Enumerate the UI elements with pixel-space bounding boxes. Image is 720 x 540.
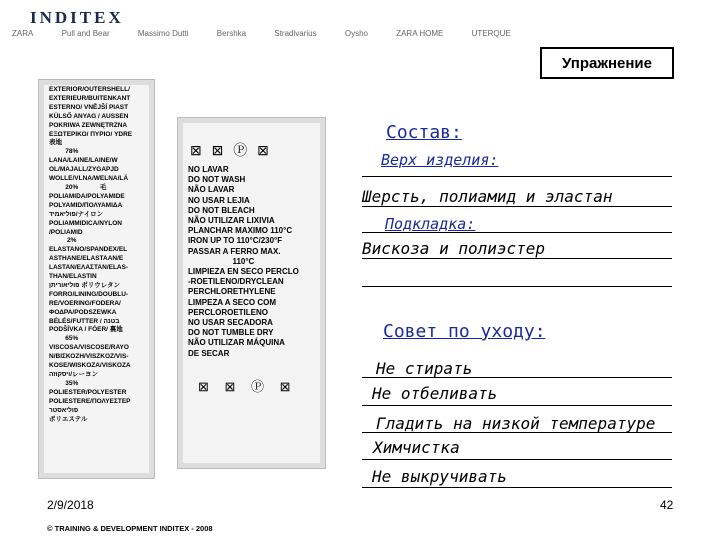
- answer-line: [362, 405, 672, 406]
- page-number: 42: [660, 498, 674, 512]
- answer-line: [362, 206, 672, 207]
- care-label-text: NO LAVAR DO NOT WASH NÃO LAVAR NO USAR LEJIA DO NOT BLEACH NÃO UTILIZAR LIXIVIA PLANCHAR MAXIMO 110°C IRON UP TO 110°C/230°F PASSAR A FERRO MAX. 110°C LIMPIEZA EN SECO PERCLO -ROETILENO/DRYCLEAN PERCHLORETHYLENE LIMPEZA A SECO COM PERCLOROETILENO NO USAR SECADORA DO NOT TUMBLE DRY NÃO UTILIZAR MÁQUINA DE SECAR: [188, 165, 299, 358]
- brand-name: Massimo Dutti: [137, 29, 189, 38]
- care-item: Не стирать: [376, 359, 473, 378]
- answer-line: [362, 232, 672, 233]
- brand-name: Bershka: [216, 29, 247, 38]
- answer-line: [362, 459, 672, 460]
- composition-title: Состав:: [386, 122, 462, 143]
- washing-care-label-image: [177, 117, 326, 469]
- header: [0, 0, 720, 48]
- brand-name: Pull and Bear: [61, 29, 110, 38]
- copyright-notice: © TRAINING & DEVELOPMENT INDITEX - 2008: [47, 524, 213, 533]
- lining-answer: Вискоза и полиэстер: [362, 239, 546, 258]
- answer-line: [362, 487, 672, 488]
- care-item: Не выкручивать: [372, 467, 507, 486]
- answer-line: [362, 176, 672, 177]
- exercise-title: Упражнение: [540, 47, 674, 79]
- brand-name: ZARA: [12, 29, 34, 38]
- answer-line: [362, 258, 672, 259]
- care-item: Гладить на низкой температуре: [376, 414, 656, 433]
- care-symbols-bottom-icon: ⊠ ⊠ Ⓟ ⊠: [198, 379, 297, 394]
- brand-list: [12, 29, 537, 38]
- outer-heading: Верх изделия:: [381, 151, 499, 169]
- outer-answer: Шерсть, полиамид и эластан: [362, 187, 613, 206]
- slide-date: 2/9/2018: [47, 498, 94, 512]
- composition-label-text: EXTERIOR/OUTERSHELL/ EXTERIEUR/BUITENKANT ESTERNO/ VNĚJŠÍ PIAST KÜLSŐ ANYAG / AUSSEN POKRIWA ZEWNĘTRZNA ΕΞΩΤΕΡΙΚΟ/ ΠΥΡΙΟ/ YDRE 表地 78% LANA/LAINE/LAINE/W OL/MAJALL/ZYGAPJD WOLLE/VLNA/WELNA/LÄ 20% 毛 POLIAMIDA/POLYAMIDE POLYAMID/ΠΟΛΥΑΜΙΔΑ פוליאמיד/ナイロン POLIAMMIDICA/NYLON /POLIAMID 2% ELASTANO/SPANDEX/EL ASTHANE/ELASTAAN/E LASTAN/ΕΛΑΣΤΑΝ/ELAS- THAN/ELASTIN פוליאוריתן ポリウレタン FORRO/LINING/DOUBLU- RE/VOERING/FODERA/ ΦΟΔΡΑ/PODSZEWKA BÉLÉS/FUTTER / בטנה PODŠÍVKA / FÓER/ 裏地 65% VISCOSA/VISCOSE/RAYO N/ΒΙΣΚΟΖΗ/VISZKOZ/VIS- KOSE/WISKOZA/VISKOZA ויסקוזה/レーヨン 35% POLIESTER/POLYESTER POLIESTERE/ΠΟΛΥΕΣΤΕΡ פוליאסטר ポリエステル: [49, 86, 133, 423]
- answer-line: [362, 377, 672, 378]
- composition-care-label-image: [38, 79, 155, 479]
- brand-name: ZARA HOME: [396, 29, 444, 38]
- care-title: Совет по уходу:: [383, 321, 546, 342]
- lining-heading: Подкладка:: [385, 215, 476, 233]
- inditex-logo: INDITEX: [30, 8, 124, 27]
- answer-line: [362, 432, 672, 433]
- care-item: Не отбеливать: [372, 384, 498, 403]
- care-item: Химчистка: [373, 438, 460, 457]
- brand-name: UTERQUE: [471, 29, 511, 38]
- answer-line: [362, 286, 672, 287]
- brand-name: Oysho: [344, 29, 368, 38]
- care-symbols-icon: ⊠ ⊠ Ⓟ ⊠: [190, 142, 272, 158]
- brand-name: Stradivarius: [274, 29, 317, 38]
